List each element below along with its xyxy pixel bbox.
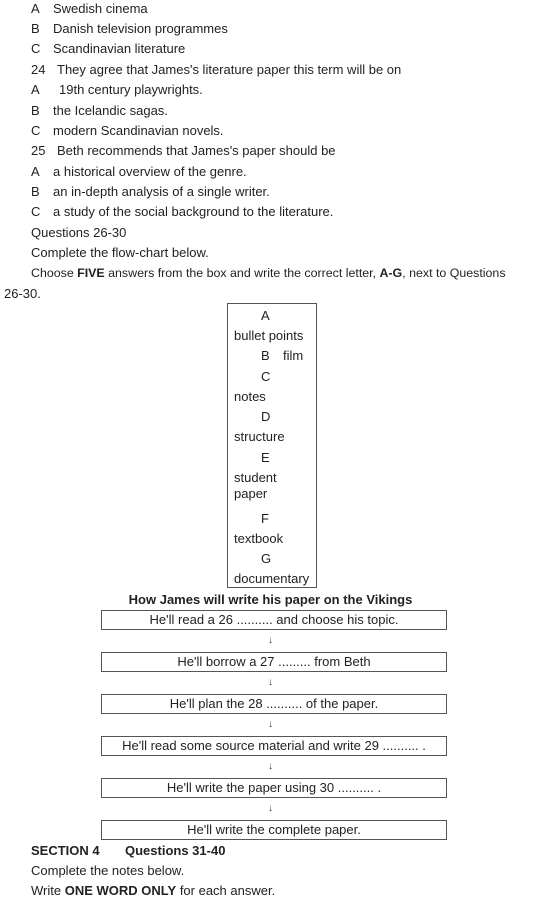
q25-option-c: C a study of the social background to the literature. <box>31 204 334 219</box>
box-letter-a: A <box>261 308 270 323</box>
box-text-student-paper: student paper <box>234 470 277 501</box>
answer-options-box <box>227 303 317 588</box>
question-24: 24 They agree that James's literature paper this term will be on <box>31 62 402 77</box>
box-letter-f: F <box>261 511 269 526</box>
box-text-notes: notes <box>234 389 266 404</box>
box-letter-g: G <box>261 551 272 566</box>
q25-option-b: B an in-depth analysis of a single writer. <box>31 184 270 199</box>
q24-option-c: C modern Scandinavian novels. <box>31 123 224 138</box>
box-text-structure: structure <box>234 429 285 444</box>
box-text-documentary: documentary <box>234 571 310 586</box>
down-arrow-icon: ↓ <box>268 719 273 730</box>
down-arrow-icon: ↓ <box>268 803 273 814</box>
flow-step-28: He'll plan the 28 .......... of the paper. <box>101 694 447 714</box>
down-arrow-icon: ↓ <box>268 761 273 772</box>
q24-option-b: B the Icelandic sagas. <box>31 103 168 118</box>
option-a-cinema: A Swedish cinema <box>31 1 148 16</box>
section-4-label: SECTION 4 <box>31 843 100 858</box>
flow-step-29: He'll read some source material and write 29 .......... . <box>101 736 447 756</box>
down-arrow-icon: ↓ <box>268 677 273 688</box>
q24-option-a: A 19th century playwrights. <box>31 82 203 97</box>
questions-26-30-heading: Questions 26-30 <box>31 225 127 240</box>
flow-step-final: He'll write the complete paper. <box>101 820 447 840</box>
option-b-television: B Danish television programmes <box>31 21 228 36</box>
box-text-textbook: textbook <box>234 531 284 546</box>
box-letter-d: D <box>261 409 271 424</box>
box-text-film: film <box>283 348 304 363</box>
flow-step-26: He'll read a 26 .......... and choose his topic. <box>101 610 447 630</box>
box-letter-c: C <box>261 369 271 384</box>
question-25: 25 Beth recommends that James's paper should be <box>31 143 336 158</box>
section-4-instruction: Complete the notes below. <box>31 863 185 878</box>
flowchart-instruction: Complete the flow-chart below. <box>31 245 209 260</box>
box-letter-b: B <box>261 348 270 363</box>
section-4-questions: Questions 31-40 <box>125 843 226 858</box>
flow-step-27: He'll borrow a 27 ......... from Beth <box>101 652 447 672</box>
flowchart-title: How James will write his paper on the Vikings <box>128 592 413 607</box>
down-arrow-icon: ↓ <box>268 635 273 646</box>
choose-answers-instruction-cont: 26-30. <box>4 286 41 301</box>
box-letter-e: E <box>261 450 270 465</box>
option-c-literature: C Scandinavian literature <box>31 41 186 56</box>
box-text-bullet-points: bullet points <box>234 328 304 343</box>
word-limit-instruction: Write ONE WORD ONLY for each answer. <box>31 883 276 898</box>
flow-step-30: He'll write the paper using 30 .......... . <box>101 778 447 798</box>
q25-option-a: A a historical overview of the genre. <box>31 164 247 179</box>
choose-answers-instruction: Choose FIVE answers from the box and write the correct letter, A-G, next to Questions <box>31 266 506 280</box>
